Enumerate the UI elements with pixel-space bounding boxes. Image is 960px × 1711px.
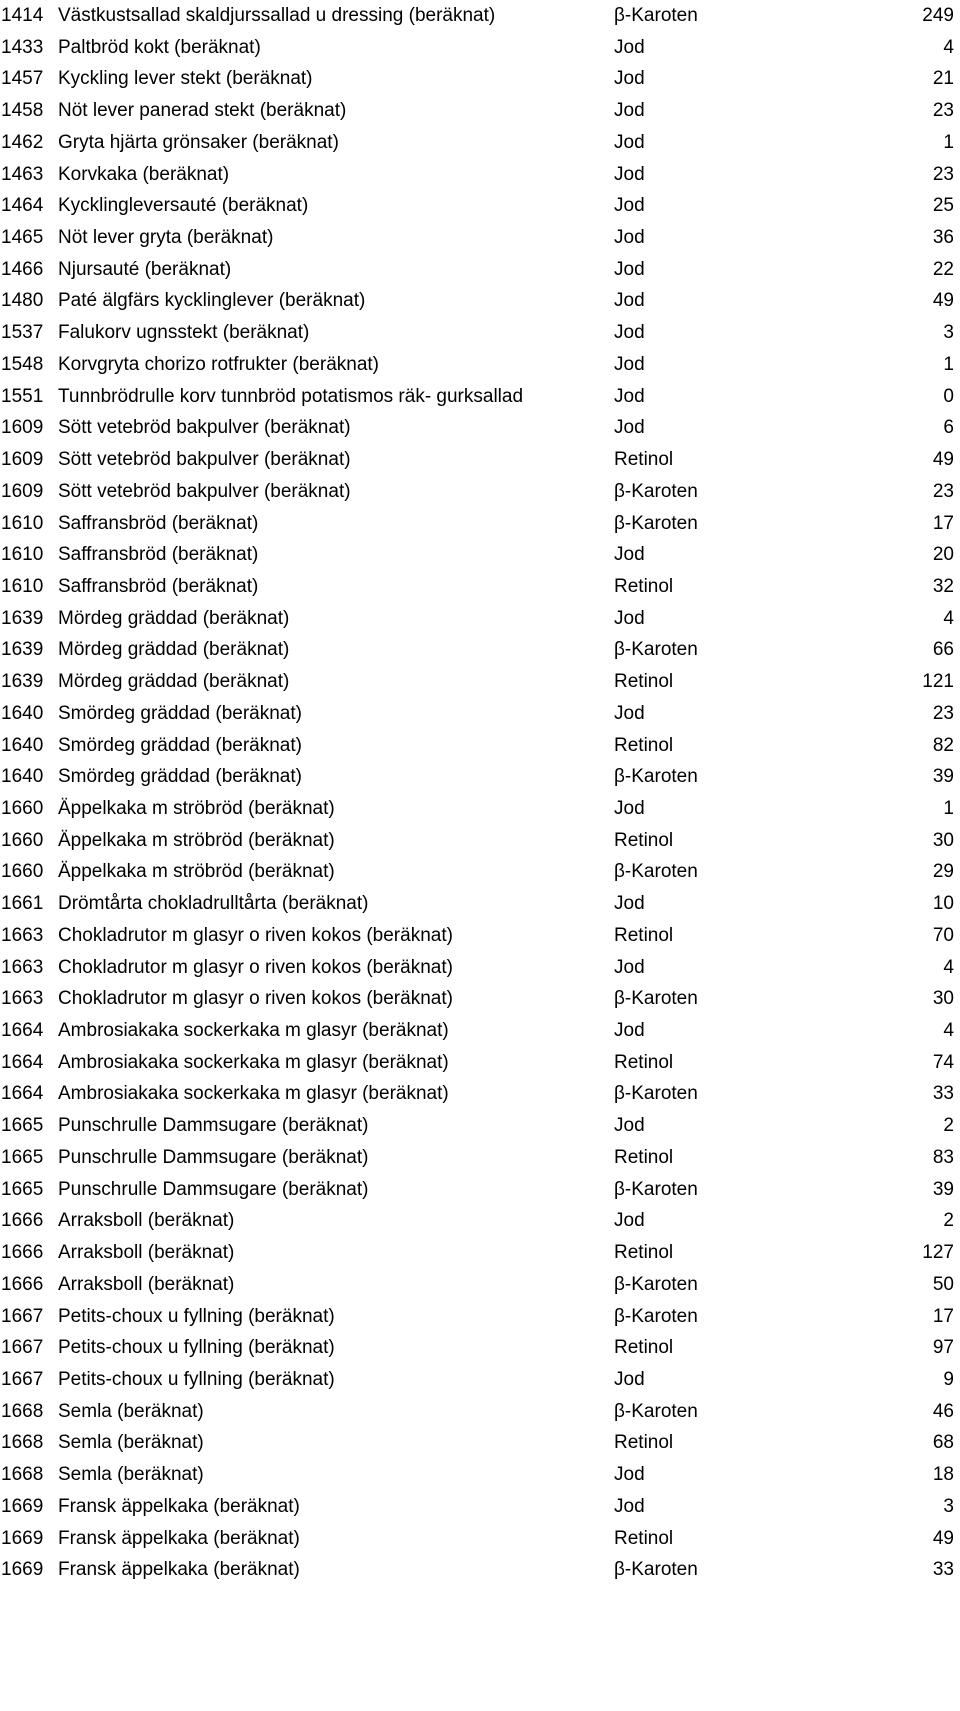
nutrient-cell: β-Karoten bbox=[614, 1305, 698, 1327]
food-name-cell: Arraksboll (beräknat) bbox=[58, 1210, 235, 1232]
nutrient-cell: β-Karoten bbox=[614, 639, 698, 661]
value-cell: 70 bbox=[932, 924, 954, 946]
nutrient-cell: Jod bbox=[614, 385, 645, 407]
food-name-cell: Korvkaka (beräknat) bbox=[58, 163, 230, 185]
table-row bbox=[0, 983, 960, 1014]
table-row bbox=[0, 1142, 960, 1173]
table-row bbox=[0, 920, 960, 951]
nutrient-cell: β-Karoten bbox=[614, 1400, 698, 1422]
food-name-cell: Drömtårta chokladrulltårta (beräknat) bbox=[58, 893, 369, 915]
value-cell: 1 bbox=[943, 131, 954, 153]
nutrient-cell: Jod bbox=[614, 36, 645, 58]
value-cell: 97 bbox=[932, 1337, 954, 1359]
value-cell: 9 bbox=[943, 1368, 954, 1390]
food-name-cell: Chokladrutor m glasyr o riven kokos (beräknat) bbox=[58, 956, 453, 978]
table-row bbox=[0, 349, 960, 380]
value-cell: 33 bbox=[932, 1559, 954, 1581]
value-cell: 20 bbox=[932, 544, 954, 566]
value-cell: 39 bbox=[932, 1178, 954, 1200]
table-row bbox=[0, 254, 960, 285]
nutrient-cell: Retinol bbox=[614, 671, 674, 693]
value-cell: 127 bbox=[922, 1242, 954, 1264]
food-code-cell: 1665 bbox=[1, 1146, 44, 1168]
food-name-cell: Gryta hjärta grönsaker (beräknat) bbox=[58, 131, 339, 153]
food-code-cell: 1414 bbox=[1, 5, 44, 26]
nutrient-cell: Jod bbox=[614, 1464, 645, 1486]
table-row bbox=[0, 127, 960, 158]
food-name-cell: Semla (beräknat) bbox=[58, 1400, 204, 1422]
table-row bbox=[0, 730, 960, 761]
nutrient-cell: Jod bbox=[614, 702, 645, 724]
food-name-cell: Sött vetebröd bakpulver (beräknat) bbox=[58, 417, 351, 439]
value-cell: 83 bbox=[932, 1146, 954, 1168]
nutrient-cell: Retinol bbox=[614, 1146, 674, 1168]
food-name-cell: Korvgryta chorizo rotfrukter (beräknat) bbox=[58, 353, 380, 375]
food-name-cell: Saffransbröd (beräknat) bbox=[58, 544, 259, 566]
nutrient-cell: β-Karoten bbox=[614, 480, 698, 502]
nutrient-cell: Jod bbox=[614, 322, 645, 344]
table-row bbox=[0, 508, 960, 539]
food-name-cell: Mördeg gräddad (beräknat) bbox=[58, 639, 290, 661]
value-cell: 22 bbox=[932, 258, 954, 280]
nutrient-cell: Retinol bbox=[614, 924, 674, 946]
nutrient-cell: Jod bbox=[614, 956, 645, 978]
food-name-cell: Saffransbröd (beräknat) bbox=[58, 575, 259, 597]
nutrient-cell: β-Karoten bbox=[614, 1083, 698, 1105]
table-row bbox=[0, 571, 960, 602]
nutrient-cell: Jod bbox=[614, 544, 645, 566]
food-name-cell: Petits-choux u fyllning (beräknat) bbox=[58, 1305, 335, 1327]
value-cell: 33 bbox=[932, 1083, 954, 1105]
table-row bbox=[0, 1523, 960, 1554]
nutrient-cell: Jod bbox=[614, 258, 645, 280]
nutrient-cell: β-Karoten bbox=[614, 1559, 698, 1581]
food-code-cell: 1665 bbox=[1, 1178, 44, 1200]
food-name-cell: Mördeg gräddad (beräknat) bbox=[58, 671, 290, 693]
food-name-cell: Sött vetebröd bakpulver (beräknat) bbox=[58, 449, 351, 471]
table-row bbox=[0, 0, 960, 31]
food-code-cell: 1666 bbox=[1, 1242, 44, 1264]
food-name-cell: Punschrulle Dammsugare (beräknat) bbox=[58, 1115, 369, 1137]
food-name-cell: Äppelkaka m ströbröd (beräknat) bbox=[58, 798, 335, 819]
nutrient-cell: Jod bbox=[614, 353, 645, 375]
table-row bbox=[0, 1205, 960, 1236]
table-row bbox=[0, 1174, 960, 1205]
table-row bbox=[0, 1301, 960, 1332]
food-name-cell: Sött vetebröd bakpulver (beräknat) bbox=[58, 480, 351, 502]
food-code-cell: 1462 bbox=[1, 131, 44, 153]
food-name-cell: Falukorv ugnsstekt (beräknat) bbox=[58, 322, 310, 344]
table-row bbox=[0, 698, 960, 729]
food-code-cell: 1669 bbox=[1, 1559, 44, 1581]
food-code-cell: 1640 bbox=[1, 702, 44, 724]
food-code-cell: 1458 bbox=[1, 100, 44, 122]
food-code-cell: 1665 bbox=[1, 1115, 44, 1137]
nutrient-cell: Jod bbox=[614, 163, 645, 185]
nutrient-cell: β-Karoten bbox=[614, 1178, 698, 1200]
table-row bbox=[0, 476, 960, 507]
table-row bbox=[0, 952, 960, 983]
food-code-cell: 1639 bbox=[1, 639, 44, 661]
nutrient-cell: Jod bbox=[614, 1495, 645, 1517]
food-name-cell: Ambrosiakaka sockerkaka m glasyr (beräknat) bbox=[58, 1051, 449, 1073]
value-cell: 82 bbox=[932, 734, 954, 756]
food-name-cell: Punschrulle Dammsugare (beräknat) bbox=[58, 1178, 369, 1200]
food-code-cell: 1663 bbox=[1, 988, 44, 1010]
value-cell: 1 bbox=[943, 798, 954, 819]
food-name-cell: Nöt lever gryta (beräknat) bbox=[58, 227, 274, 249]
table-row bbox=[0, 1237, 960, 1268]
nutrient-cell: Retinol bbox=[614, 1337, 674, 1359]
food-code-cell: 1610 bbox=[1, 512, 44, 534]
value-cell: 39 bbox=[932, 766, 954, 788]
table-row bbox=[0, 1332, 960, 1363]
value-cell: 6 bbox=[943, 417, 954, 439]
food-code-cell: 1537 bbox=[1, 322, 44, 344]
value-cell: 249 bbox=[922, 5, 954, 26]
food-code-cell: 1667 bbox=[1, 1337, 44, 1359]
food-name-cell: Fransk äppelkaka (beräknat) bbox=[58, 1559, 300, 1581]
food-name-cell: Njursauté (beräknat) bbox=[58, 258, 232, 280]
table-row bbox=[0, 634, 960, 665]
nutrient-cell: Jod bbox=[614, 195, 645, 217]
value-cell: 46 bbox=[932, 1400, 954, 1422]
table-row bbox=[0, 285, 960, 316]
food-code-cell: 1465 bbox=[1, 227, 44, 249]
nutrient-cell: Jod bbox=[614, 131, 645, 153]
food-code-cell: 1660 bbox=[1, 829, 44, 851]
nutrient-cell: Jod bbox=[614, 893, 645, 915]
nutrient-cell: Jod bbox=[614, 1020, 645, 1042]
table-row bbox=[0, 1554, 960, 1585]
food-code-cell: 1548 bbox=[1, 353, 44, 375]
food-name-cell: Fransk äppelkaka (beräknat) bbox=[58, 1527, 300, 1549]
value-cell: 17 bbox=[932, 1305, 954, 1327]
nutrient-cell: Jod bbox=[614, 68, 645, 90]
nutrient-cell: β-Karoten bbox=[614, 5, 698, 26]
value-cell: 4 bbox=[943, 36, 954, 58]
nutrient-cell: Retinol bbox=[614, 734, 674, 756]
food-code-cell: 1480 bbox=[1, 290, 44, 312]
food-code-cell: 1433 bbox=[1, 36, 44, 58]
value-cell: 10 bbox=[932, 893, 954, 915]
food-name-cell: Paté älgfärs kycklinglever (beräknat) bbox=[58, 290, 366, 312]
food-code-cell: 1639 bbox=[1, 671, 44, 693]
value-cell: 2 bbox=[943, 1210, 954, 1232]
food-code-cell: 1610 bbox=[1, 575, 44, 597]
value-cell: 3 bbox=[943, 322, 954, 344]
food-name-cell: Paltbröd kokt (beräknat) bbox=[58, 36, 261, 58]
value-cell: 36 bbox=[932, 227, 954, 249]
table-row bbox=[0, 1364, 960, 1395]
table-row bbox=[0, 539, 960, 570]
food-name-cell: Saffransbröd (beräknat) bbox=[58, 512, 259, 534]
value-cell: 2 bbox=[943, 1115, 954, 1137]
nutrient-cell: Jod bbox=[614, 1210, 645, 1232]
nutrient-cell: Retinol bbox=[614, 449, 674, 471]
table-row bbox=[0, 1047, 960, 1078]
value-cell: 25 bbox=[932, 195, 954, 217]
food-name-cell: Chokladrutor m glasyr o riven kokos (beräknat) bbox=[58, 988, 453, 1010]
value-cell: 1 bbox=[943, 353, 954, 375]
food-code-cell: 1660 bbox=[1, 798, 44, 819]
food-code-cell: 1664 bbox=[1, 1083, 44, 1105]
table-row bbox=[0, 63, 960, 94]
nutrient-cell: β-Karoten bbox=[614, 512, 698, 534]
table-row bbox=[0, 32, 960, 63]
food-code-cell: 1639 bbox=[1, 607, 44, 629]
value-cell: 66 bbox=[932, 639, 954, 661]
table-row bbox=[0, 1078, 960, 1109]
food-name-cell: Petits-choux u fyllning (beräknat) bbox=[58, 1337, 335, 1359]
table-row bbox=[0, 1015, 960, 1046]
nutrient-cell: Jod bbox=[614, 417, 645, 439]
table-row bbox=[0, 1427, 960, 1458]
value-cell: 21 bbox=[932, 68, 954, 90]
food-code-cell: 1640 bbox=[1, 734, 44, 756]
food-code-cell: 1551 bbox=[1, 385, 44, 407]
value-cell: 17 bbox=[932, 512, 954, 534]
value-cell: 30 bbox=[932, 988, 954, 1010]
food-code-cell: 1464 bbox=[1, 195, 44, 217]
food-code-cell: 1668 bbox=[1, 1432, 44, 1454]
nutrient-cell: Jod bbox=[614, 798, 645, 819]
nutrient-cell: Retinol bbox=[614, 575, 674, 597]
food-name-cell: Kyckling lever stekt (beräknat) bbox=[58, 68, 313, 90]
value-cell: 23 bbox=[932, 163, 954, 185]
nutrient-cell: β-Karoten bbox=[614, 861, 698, 883]
table-row bbox=[0, 1491, 960, 1522]
value-cell: 30 bbox=[932, 829, 954, 851]
nutrient-cell: Jod bbox=[614, 227, 645, 249]
value-cell: 49 bbox=[932, 1527, 954, 1549]
food-code-cell: 1667 bbox=[1, 1305, 44, 1327]
food-name-cell: Ambrosiakaka sockerkaka m glasyr (beräknat) bbox=[58, 1020, 449, 1042]
nutrient-cell: Retinol bbox=[614, 1051, 674, 1073]
nutrient-cell: Retinol bbox=[614, 829, 674, 851]
value-cell: 29 bbox=[932, 861, 954, 883]
nutrient-cell: Jod bbox=[614, 290, 645, 312]
value-cell: 18 bbox=[932, 1464, 954, 1486]
nutrient-cell: Jod bbox=[614, 1115, 645, 1137]
food-code-cell: 1660 bbox=[1, 861, 44, 883]
table-row bbox=[0, 1459, 960, 1490]
food-name-cell: Äppelkaka m ströbröd (beräknat) bbox=[58, 829, 335, 851]
table-row bbox=[0, 793, 960, 824]
food-code-cell: 1661 bbox=[1, 893, 44, 915]
value-cell: 23 bbox=[932, 100, 954, 122]
food-code-cell: 1668 bbox=[1, 1400, 44, 1422]
table-row bbox=[0, 603, 960, 634]
food-code-cell: 1663 bbox=[1, 924, 44, 946]
food-name-cell: Nöt lever panerad stekt (beräknat) bbox=[58, 100, 347, 122]
value-cell: 49 bbox=[932, 449, 954, 471]
value-cell: 32 bbox=[932, 575, 954, 597]
food-name-cell: Semla (beräknat) bbox=[58, 1464, 204, 1486]
food-code-cell: 1609 bbox=[1, 449, 44, 471]
food-code-cell: 1664 bbox=[1, 1051, 44, 1073]
table-row bbox=[0, 222, 960, 253]
table-row bbox=[0, 1269, 960, 1300]
food-name-cell: Västkustsallad skaldjurssallad u dressing (beräknat) bbox=[58, 5, 496, 26]
food-name-cell: Punschrulle Dammsugare (beräknat) bbox=[58, 1146, 369, 1168]
nutrient-cell: Jod bbox=[614, 1368, 645, 1390]
value-cell: 50 bbox=[932, 1273, 954, 1295]
table-row bbox=[0, 761, 960, 792]
table-row bbox=[0, 444, 960, 475]
table-row bbox=[0, 412, 960, 443]
food-code-cell: 1663 bbox=[1, 956, 44, 978]
value-cell: 23 bbox=[932, 702, 954, 724]
food-name-cell: Arraksboll (beräknat) bbox=[58, 1273, 235, 1295]
food-name-cell: Chokladrutor m glasyr o riven kokos (beräknat) bbox=[58, 924, 453, 946]
food-name-cell: Äppelkaka m ströbröd (beräknat) bbox=[58, 861, 335, 883]
nutrient-cell: Jod bbox=[614, 100, 645, 122]
food-code-cell: 1466 bbox=[1, 258, 44, 280]
nutrient-cell: Retinol bbox=[614, 1527, 674, 1549]
food-name-cell: Ambrosiakaka sockerkaka m glasyr (beräknat) bbox=[58, 1083, 449, 1105]
food-code-cell: 1640 bbox=[1, 766, 44, 788]
food-code-cell: 1463 bbox=[1, 163, 44, 185]
value-cell: 0 bbox=[943, 385, 954, 407]
nutrient-cell: β-Karoten bbox=[614, 1273, 698, 1295]
food-name-cell: Tunnbrödrulle korv tunnbröd potatismos räk- gurksallad bbox=[58, 385, 524, 407]
table-row bbox=[0, 856, 960, 887]
food-code-cell: 1669 bbox=[1, 1495, 44, 1517]
value-cell: 74 bbox=[932, 1051, 954, 1073]
food-code-cell: 1666 bbox=[1, 1273, 44, 1295]
table-row bbox=[0, 1396, 960, 1427]
value-cell: 68 bbox=[932, 1432, 954, 1454]
food-code-cell: 1610 bbox=[1, 544, 44, 566]
table-row bbox=[0, 159, 960, 190]
table-row bbox=[0, 666, 960, 697]
food-name-cell: Smördeg gräddad (beräknat) bbox=[58, 766, 302, 788]
food-name-cell: Semla (beräknat) bbox=[58, 1432, 204, 1454]
value-cell: 4 bbox=[943, 607, 954, 629]
nutrient-cell: β-Karoten bbox=[614, 988, 698, 1010]
food-code-cell: 1609 bbox=[1, 417, 44, 439]
value-cell: 3 bbox=[943, 1495, 954, 1517]
food-code-cell: 1668 bbox=[1, 1464, 44, 1486]
nutrient-cell: β-Karoten bbox=[614, 766, 698, 788]
food-name-cell: Fransk äppelkaka (beräknat) bbox=[58, 1495, 300, 1517]
nutrient-cell: Retinol bbox=[614, 1242, 674, 1264]
table-row bbox=[0, 888, 960, 919]
value-cell: 49 bbox=[932, 290, 954, 312]
table-row bbox=[0, 381, 960, 412]
food-name-cell: Kycklingleversauté (beräknat) bbox=[58, 195, 309, 217]
food-name-cell: Smördeg gräddad (beräknat) bbox=[58, 734, 302, 756]
value-cell: 4 bbox=[943, 956, 954, 978]
food-code-cell: 1664 bbox=[1, 1020, 44, 1042]
food-code-cell: 1666 bbox=[1, 1210, 44, 1232]
table-row bbox=[0, 825, 960, 856]
food-code-cell: 1609 bbox=[1, 480, 44, 502]
food-code-cell: 1457 bbox=[1, 68, 44, 90]
table-row bbox=[0, 1110, 960, 1141]
food-code-cell: 1669 bbox=[1, 1527, 44, 1549]
food-name-cell: Arraksboll (beräknat) bbox=[58, 1242, 235, 1264]
food-name-cell: Mördeg gräddad (beräknat) bbox=[58, 607, 290, 629]
value-cell: 4 bbox=[943, 1020, 954, 1042]
food-code-cell: 1667 bbox=[1, 1368, 44, 1390]
value-cell: 121 bbox=[922, 671, 954, 693]
food-name-cell: Petits-choux u fyllning (beräknat) bbox=[58, 1368, 335, 1390]
nutrient-cell: Retinol bbox=[614, 1432, 674, 1454]
table-row bbox=[0, 317, 960, 348]
table-row bbox=[0, 95, 960, 126]
table-row bbox=[0, 190, 960, 221]
food-name-cell: Smördeg gräddad (beräknat) bbox=[58, 702, 302, 724]
nutrient-cell: Jod bbox=[614, 607, 645, 629]
value-cell: 23 bbox=[932, 480, 954, 502]
